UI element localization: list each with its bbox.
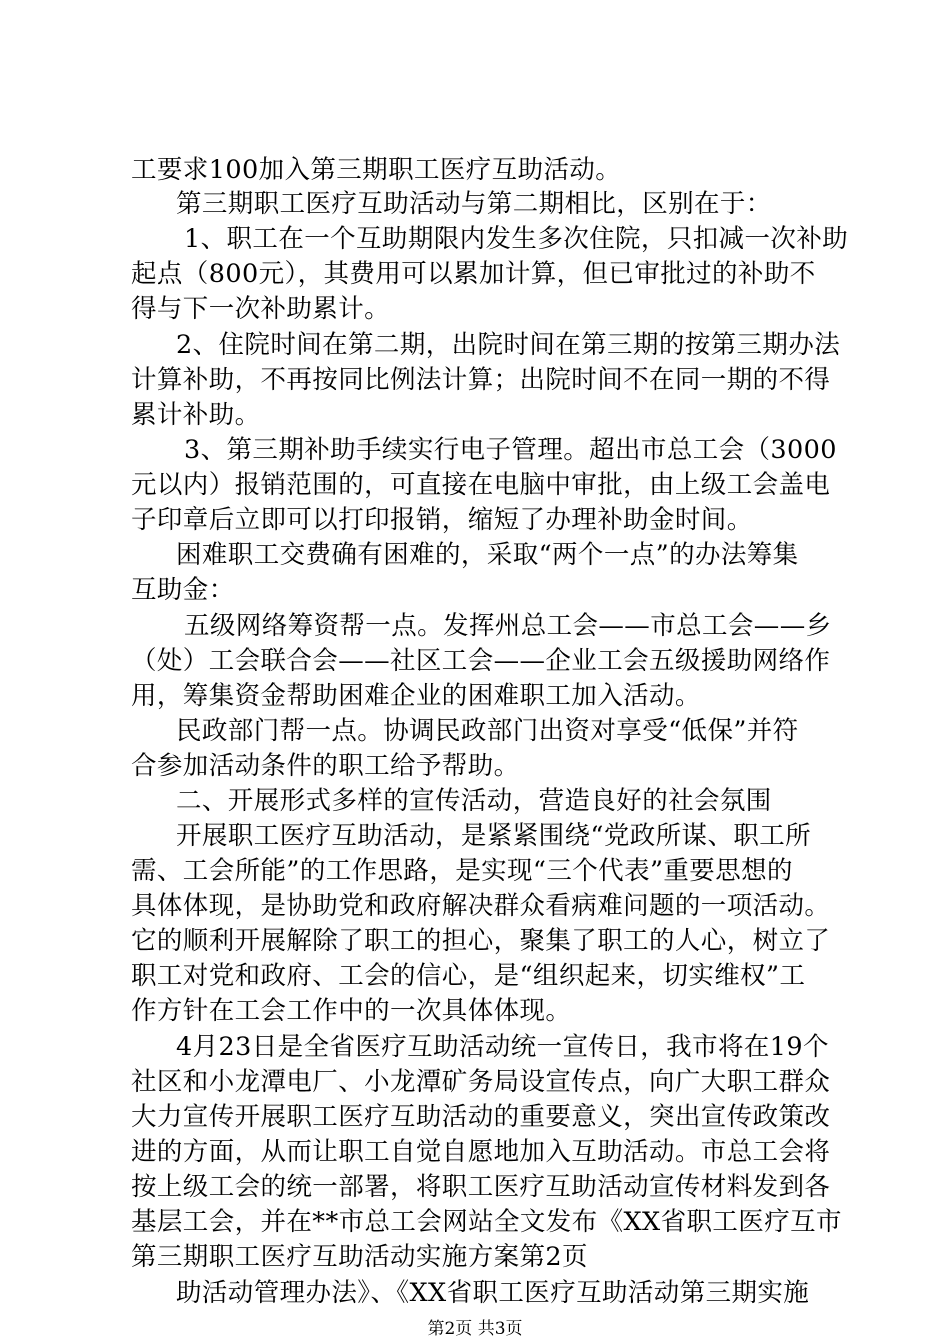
text-line: 具体体现，是协助党和政府解决群众看病难问题的一项活动。: [131, 891, 831, 921]
text-line: 进的方面，从而让职工自觉自愿地加入互助活动。市总工会将: [131, 1137, 831, 1167]
text-line: 需、工会所能”的工作思路，是实现“三个代表”重要思想的: [131, 856, 793, 886]
page-number-footer: 第2页 共3页: [427, 1319, 523, 1339]
text-line: 第三期职工医疗互助活动实施方案第2页: [131, 1242, 588, 1272]
section-heading: 二、开展形式多样的宣传活动，营造良好的社会氛围: [176, 786, 772, 816]
text-line: 五级网络筹资帮一点。发挥州总工会——市总工会——乡: [184, 611, 832, 641]
text-line: 子印章后立即可以打印报销，缩短了办理补助金时间。: [131, 505, 753, 535]
text-line: 按上级工会的统一部署，将职工医疗互助活动宣传材料发到各: [131, 1172, 831, 1202]
text-line: （处）工会联合会——社区工会——企业工会五级援助网络作: [131, 646, 831, 676]
text-line: 累计补助。: [131, 400, 261, 430]
text-line: 社区和小龙潭电厂、小龙潭矿务局设宣传点，向广大职工群众: [131, 1067, 831, 1097]
text-line: 职工对党和政府、工会的信心，是“组织起来，切实维权”工: [131, 961, 806, 991]
text-line: 基层工会，并在**市总工会网站全文发布《XX省职工医疗互市: [131, 1207, 842, 1237]
text-line: 民政部门帮一点。协调民政部门出资对享受“低保”并符: [176, 716, 799, 746]
text-line: 开展职工医疗互助活动，是紧紧围绕“党政所谋、职工所: [176, 821, 812, 851]
text-line: 1、职工在一个互助期限内发生多次住院，只扣减一次补助: [184, 224, 849, 254]
text-line: 3、第三期补助手续实行电子管理。超出市总工会（3000: [184, 435, 837, 465]
text-line: 困难职工交费确有困难的，采取“两个一点”的办法筹集: [176, 540, 799, 570]
text-line: 第三期职工医疗互助活动与第二期相比，区别在于：: [176, 189, 772, 219]
text-line: 助活动管理办法》、《XX省职工医疗互助活动第三期实施: [176, 1278, 810, 1308]
text-line: 作方针在工会工作中的一次具体体现。: [131, 996, 572, 1026]
text-line: 起点（800元），其费用可以累加计算，但已审批过的补助不: [131, 259, 816, 289]
text-line: 元以内）报销范围的，可直接在电脑中审批，由上级工会盖电: [131, 470, 831, 500]
text-line: 合参加活动条件的职工给予帮助。: [131, 751, 520, 781]
text-line: 互助金：: [131, 575, 235, 605]
text-line: 2、住院时间在第二期，出院时间在第三期的按第三期办法: [176, 330, 841, 360]
text-line: 大力宣传开展职工医疗互助活动的重要意义，突出宣传政策改: [131, 1102, 831, 1132]
text-line: 用，筹集资金帮助困难企业的困难职工加入活动。: [131, 681, 701, 711]
text-line: 工要求100加入第三期职工医疗互助活动。: [131, 155, 622, 185]
text-line: 4月23日是全省医疗互助活动统一宣传日，我市将在19个: [176, 1032, 829, 1062]
text-line: 它的顺利开展解除了职工的担心，聚集了职工的人心，树立了: [131, 926, 831, 956]
text-line: 得与下一次补助累计。: [131, 294, 391, 324]
text-line: 计算补助，不再按同比例法计算；出院时间不在同一期的不得: [131, 365, 831, 395]
